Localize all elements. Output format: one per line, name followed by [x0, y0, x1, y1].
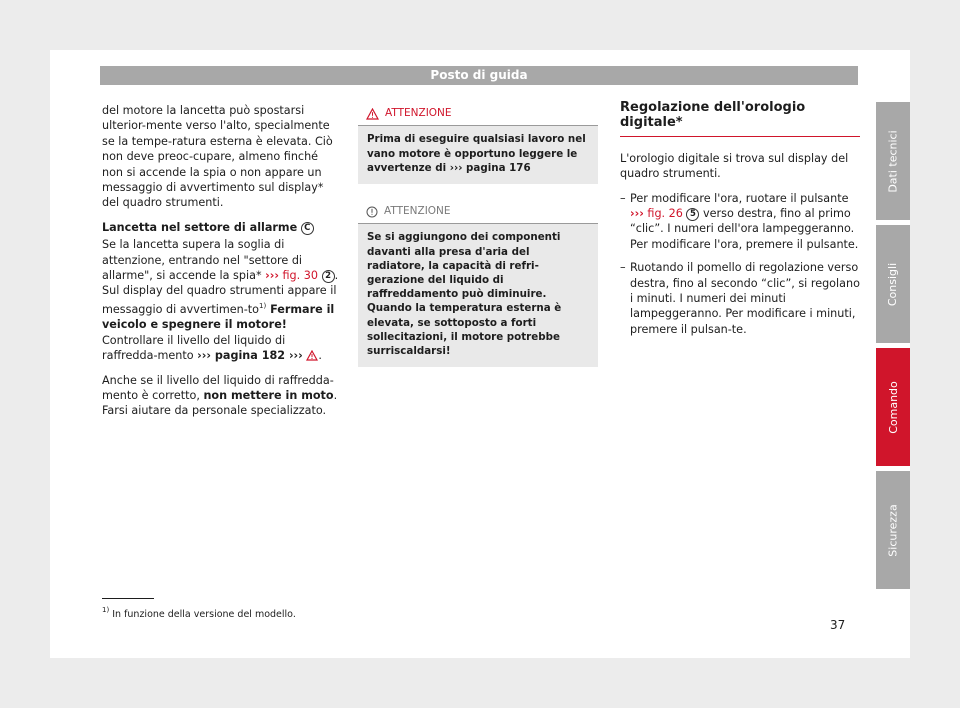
paragraph-intro: L'orologio digitale si trova sul display del quadro strumenti. [620, 151, 849, 181]
warning-box-1 [358, 100, 598, 184]
text: Prima di eseguire qualsiasi lavoro nel vano motore è opportuno leggere le avvertenze di [367, 133, 586, 174]
right-column [620, 100, 860, 345]
text: verso destra, fino al primo “clic”. I numeri dell'ora lampeggeranno. Per modificare l'ora, premere il pulsante. [630, 207, 859, 251]
page-number: 37 [830, 618, 846, 632]
tab-label: Comando [886, 380, 900, 434]
text: . Farsi aiutare da personale specializzato. [102, 388, 338, 418]
paragraph-advice [102, 373, 340, 419]
tab-label: Consigli [886, 262, 900, 306]
info-circle-icon [366, 206, 378, 218]
text: Controllare il livello del liquido di raffredda-mento [102, 333, 286, 363]
footnote [102, 606, 296, 620]
tab-label: Sicurezza [886, 503, 900, 557]
left-column [102, 103, 340, 428]
warning-box-body [358, 126, 598, 184]
footnote-divider [102, 598, 154, 599]
bold-text: Fermare il veicolo e spegnere il motore! [102, 302, 335, 332]
page-ref[interactable]: ››› pagina 176 [449, 161, 531, 174]
warning-box-header [358, 198, 598, 224]
footnote-marker: 1) [102, 606, 110, 614]
fig-link[interactable]: fig. 26 [643, 207, 683, 221]
marker-2: 2 [322, 270, 335, 283]
tab-sicurezza[interactable] [876, 471, 910, 589]
middle-column [358, 100, 598, 381]
footnote-ref[interactable]: 1) [259, 301, 267, 310]
marker-5: 5 [686, 208, 699, 221]
dash-bullet: – [620, 191, 626, 205]
section-title: Regolazione dell'orologio digitale* [620, 100, 860, 137]
text: . Sul display del quadro strumenti appare il messaggio di avvertimen-to [102, 269, 339, 316]
text: Se la lancetta supera la soglia di attenzione, entrando nel "settore di allarme", si accende la spia* [102, 238, 303, 283]
ref-arrow[interactable]: ››› [265, 269, 279, 283]
tab-consigli[interactable] [876, 225, 910, 343]
subheading-text: Lancetta nel settore di allarme [102, 220, 298, 234]
warning-box-header [358, 100, 598, 126]
dash-bullet: – [620, 261, 626, 275]
text: Anche se il livello del liquido di raffredda-mento è corretto, [102, 373, 334, 402]
warning-box-body: Se si aggiungono dei componenti davanti alla presa d'aria del radiatore, la capacità di refri-gerazione del liquido di raffreddamento può diminuire. Quando la temperatura esterna è elevata, se sottoposto a forti sollecitazioni, il motore potrebbe surriscaldarsi! [367, 231, 562, 358]
subheading [102, 220, 340, 235]
footnote-text: In funzione della versione del modello. [112, 609, 296, 620]
bold-text: non mettere in moto [203, 388, 334, 402]
tab-dati-tecnici[interactable] [876, 102, 910, 220]
tab-label: Dati tecnici [886, 129, 900, 193]
warning-box-title: ATTENZIONE [384, 205, 451, 218]
fig-link[interactable]: fig. 30 [278, 269, 319, 283]
warning-box-title: ATTENZIONE [385, 107, 452, 119]
list-item [620, 191, 860, 253]
paragraph-intro: del motore la lancetta può spostarsi ulterior-mente verso l'alto, specialmente se la tempe-ratura esterna è elevata. Ciò non deve preoc-cupare, almeno finché non si accende la spia o non appare un messaggio di avvertimento sul display* del quadro strumenti. [102, 104, 333, 210]
warning-icon [306, 350, 318, 361]
tab-comando[interactable] [876, 348, 910, 466]
text: Per modificare l'ora, ruotare il pulsante [630, 191, 849, 205]
page-ref[interactable]: ››› pagina 182 ››› [197, 349, 303, 363]
warning-triangle-icon [366, 108, 379, 120]
list-item [620, 260, 860, 337]
text: Ruotando il pomello di regolazione verso destra, fino al secondo “clic”, si regolano i minuti. I numeri dei minuti lampeggeranno. Per modificare i minuti, premere il pulsan-te. [630, 261, 860, 336]
text: . [318, 349, 322, 363]
marker-c: C [301, 222, 314, 235]
paragraph-alarm [102, 237, 340, 363]
ref-arrow[interactable]: ››› [630, 207, 644, 221]
warning-box-2 [358, 198, 598, 367]
page-header: Posto di guida [100, 66, 858, 85]
